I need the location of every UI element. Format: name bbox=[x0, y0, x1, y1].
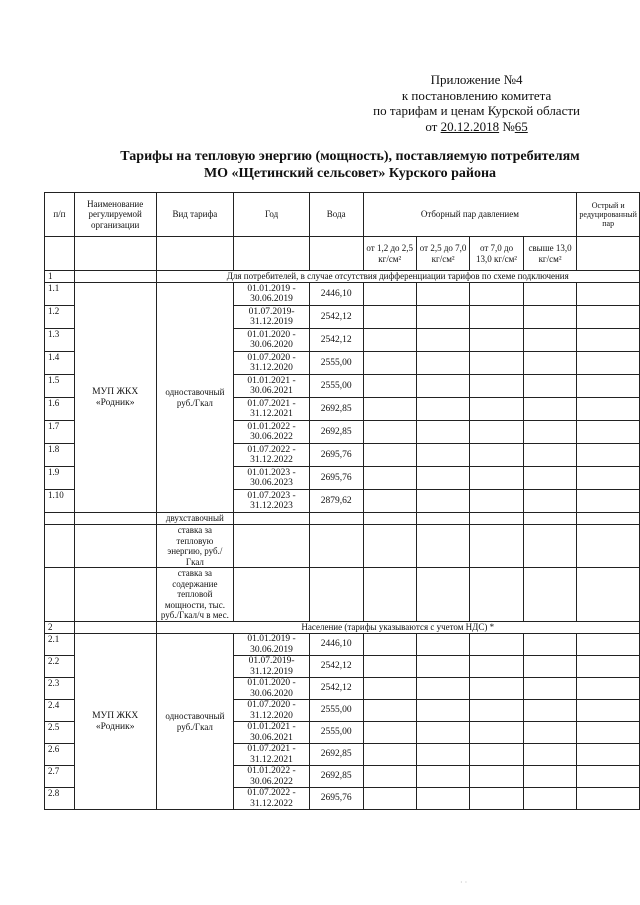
empty-cell bbox=[234, 513, 310, 525]
blank-cell bbox=[74, 622, 156, 634]
tariff-type: одноставочный руб./Гкал bbox=[156, 634, 234, 810]
row-number: 2.7 bbox=[45, 766, 75, 788]
empty-cell bbox=[470, 525, 523, 568]
table-row bbox=[45, 634, 640, 656]
tariff-table bbox=[44, 192, 640, 810]
empty-cell bbox=[577, 375, 640, 398]
empty-cell bbox=[577, 700, 640, 722]
empty-cell bbox=[577, 467, 640, 490]
period: 01.07.2021 - 31.12.2021 bbox=[234, 398, 310, 421]
subheader-over-13-0: свыше 13,0 кг/см² bbox=[523, 237, 577, 271]
empty-cell bbox=[577, 421, 640, 444]
water-value: 2542,12 bbox=[309, 678, 363, 700]
row-number: 1.4 bbox=[45, 352, 75, 375]
empty-cell bbox=[416, 744, 469, 766]
title-line-1: Тарифы на тепловую энергию (мощность), поставляемую потребителям bbox=[120, 149, 580, 164]
water-value: 2555,00 bbox=[309, 700, 363, 722]
row-number: 2.8 bbox=[45, 788, 75, 810]
empty-cell bbox=[577, 490, 640, 513]
blank-cell bbox=[45, 513, 75, 525]
section-number: 1 bbox=[45, 271, 75, 283]
empty-cell bbox=[470, 678, 523, 700]
empty-cell bbox=[577, 634, 640, 656]
row-number: 1.3 bbox=[45, 329, 75, 352]
two-rate-row bbox=[45, 568, 640, 622]
empty-cell bbox=[309, 513, 363, 525]
period: 01.01.2020 - 30.06.2020 bbox=[234, 678, 310, 700]
col-header-pp: п/п bbox=[45, 193, 75, 237]
period: 01.01.2022 - 30.06.2022 bbox=[234, 766, 310, 788]
empty-cell bbox=[363, 398, 416, 421]
organization-name: МУП ЖКХ «Родник» bbox=[74, 283, 156, 513]
empty-cell bbox=[523, 788, 577, 810]
empty-cell bbox=[309, 525, 363, 568]
empty-cell bbox=[416, 398, 469, 421]
empty-cell bbox=[363, 788, 416, 810]
empty-cell bbox=[470, 421, 523, 444]
empty-cell bbox=[577, 329, 640, 352]
empty-cell bbox=[577, 352, 640, 375]
empty-cell bbox=[416, 656, 469, 678]
subheader-1-2-2-5: от 1,2 до 2,5 кг/см² bbox=[363, 237, 416, 271]
empty-cell bbox=[416, 568, 469, 622]
empty-cell bbox=[577, 678, 640, 700]
header-date-line bbox=[373, 119, 580, 135]
empty-cell bbox=[416, 467, 469, 490]
document-title bbox=[100, 148, 600, 182]
empty-cell bbox=[577, 788, 640, 810]
empty-cell bbox=[470, 352, 523, 375]
empty-cell bbox=[470, 722, 523, 744]
header-appendix: Приложение №4 bbox=[430, 72, 523, 87]
empty-cell bbox=[363, 375, 416, 398]
empty-cell bbox=[523, 744, 577, 766]
empty-cell bbox=[470, 283, 523, 306]
empty-cell bbox=[523, 634, 577, 656]
empty-cell bbox=[470, 568, 523, 622]
water-value: 2692,85 bbox=[309, 744, 363, 766]
row-number: 1.1 bbox=[45, 283, 75, 306]
empty-cell bbox=[363, 352, 416, 375]
scan-mark: · · bbox=[460, 878, 468, 887]
subheader-2-5-7-0: от 2,5 до 7,0 кг/см² bbox=[416, 237, 469, 271]
empty-cell bbox=[416, 444, 469, 467]
row-number: 1.10 bbox=[45, 490, 75, 513]
empty-cell bbox=[523, 656, 577, 678]
water-value: 2446,10 bbox=[309, 634, 363, 656]
blank-cell bbox=[309, 237, 363, 271]
empty-cell bbox=[577, 525, 640, 568]
empty-cell bbox=[416, 375, 469, 398]
blank-cell bbox=[45, 237, 75, 271]
empty-cell bbox=[577, 744, 640, 766]
period: 01.01.2021 - 30.06.2021 bbox=[234, 722, 310, 744]
section-label: Население (тарифы указываются с учетом НДС) * bbox=[156, 622, 640, 634]
period: 01.07.2022 - 31.12.2022 bbox=[234, 444, 310, 467]
empty-cell bbox=[363, 421, 416, 444]
period: 01.01.2019 - 30.06.2019 bbox=[234, 634, 310, 656]
row-number: 1.9 bbox=[45, 467, 75, 490]
empty-cell bbox=[470, 513, 523, 525]
empty-cell bbox=[363, 766, 416, 788]
period: 01.07.2023 - 31.12.2023 bbox=[234, 490, 310, 513]
water-value: 2542,12 bbox=[309, 329, 363, 352]
empty-cell bbox=[523, 568, 577, 622]
water-value: 2692,85 bbox=[309, 766, 363, 788]
col-header-year: Год bbox=[234, 193, 310, 237]
header-date: 20.12.2018 bbox=[440, 118, 500, 134]
col-header-steam: Отборный пар давлением bbox=[363, 193, 577, 237]
header-number-sign: № bbox=[499, 118, 515, 134]
section-label: Для потребителей, в случае отсутствия дифференциации тарифов по схеме подключения bbox=[156, 271, 640, 283]
row-number: 1.5 bbox=[45, 375, 75, 398]
blank-cell bbox=[74, 525, 156, 568]
empty-cell bbox=[416, 283, 469, 306]
period: 01.07.2020 - 31.12.2020 bbox=[234, 352, 310, 375]
empty-cell bbox=[470, 490, 523, 513]
subheader-row bbox=[45, 237, 640, 271]
blank-cell bbox=[74, 271, 156, 283]
empty-cell bbox=[523, 513, 577, 525]
water-value: 2692,85 bbox=[309, 398, 363, 421]
empty-cell bbox=[416, 700, 469, 722]
row-number: 1.8 bbox=[45, 444, 75, 467]
title-line-2: МО «Щетинский сельсовет» Курского района bbox=[203, 166, 497, 181]
col-header-type: Вид тарифа bbox=[156, 193, 234, 237]
header-row bbox=[45, 193, 640, 237]
water-value: 2695,76 bbox=[309, 444, 363, 467]
empty-cell bbox=[363, 329, 416, 352]
row-number: 1.2 bbox=[45, 306, 75, 329]
two-rate-label: ставка за содержание тепловой мощности, тыс. руб./Гкал/ч в мес. bbox=[156, 568, 234, 622]
period: 01.01.2022 - 30.06.2022 bbox=[234, 421, 310, 444]
empty-cell bbox=[577, 444, 640, 467]
empty-cell bbox=[577, 398, 640, 421]
period: 01.01.2020 - 30.06.2020 bbox=[234, 329, 310, 352]
period: 01.07.2019- 31.12.2019 bbox=[234, 656, 310, 678]
empty-cell bbox=[470, 467, 523, 490]
empty-cell bbox=[577, 283, 640, 306]
empty-cell bbox=[363, 513, 416, 525]
empty-cell bbox=[234, 525, 310, 568]
two-rate-label: ставка за тепловую энергию, руб./Гкал bbox=[156, 525, 234, 568]
empty-cell bbox=[416, 352, 469, 375]
row-number: 1.7 bbox=[45, 421, 75, 444]
empty-cell bbox=[416, 490, 469, 513]
water-value: 2542,12 bbox=[309, 306, 363, 329]
row-number: 2.4 bbox=[45, 700, 75, 722]
empty-cell bbox=[416, 766, 469, 788]
blank-cell bbox=[74, 568, 156, 622]
water-value: 2695,76 bbox=[309, 467, 363, 490]
empty-cell bbox=[470, 329, 523, 352]
section-row bbox=[45, 271, 640, 283]
empty-cell bbox=[577, 766, 640, 788]
empty-cell bbox=[363, 568, 416, 622]
col-header-water: Вода bbox=[309, 193, 363, 237]
header-number: 65 bbox=[514, 118, 528, 134]
two-rate-label: двухставочный bbox=[156, 513, 234, 525]
period: 01.01.2019 - 30.06.2019 bbox=[234, 283, 310, 306]
water-value: 2692,85 bbox=[309, 421, 363, 444]
empty-cell bbox=[363, 444, 416, 467]
empty-cell bbox=[523, 525, 577, 568]
empty-cell bbox=[363, 306, 416, 329]
empty-cell bbox=[523, 766, 577, 788]
empty-cell bbox=[523, 283, 577, 306]
header-date-prefix: от bbox=[425, 118, 441, 134]
empty-cell bbox=[416, 788, 469, 810]
empty-cell bbox=[523, 490, 577, 513]
water-value: 2542,12 bbox=[309, 656, 363, 678]
empty-cell bbox=[523, 678, 577, 700]
blank-cell bbox=[45, 525, 75, 568]
col-header-sharp-steam: Острый и редуцированный пар bbox=[577, 193, 640, 237]
blank-cell bbox=[234, 237, 310, 271]
header-resolution: к постановлению комитета bbox=[401, 87, 552, 103]
section-row bbox=[45, 622, 640, 634]
water-value: 2555,00 bbox=[309, 352, 363, 375]
empty-cell bbox=[523, 467, 577, 490]
empty-cell bbox=[309, 568, 363, 622]
empty-cell bbox=[363, 634, 416, 656]
period: 01.01.2021 - 30.06.2021 bbox=[234, 375, 310, 398]
period: 01.07.2021 - 31.12.2021 bbox=[234, 744, 310, 766]
empty-cell bbox=[363, 744, 416, 766]
document-header bbox=[373, 72, 580, 134]
period: 01.07.2022 - 31.12.2022 bbox=[234, 788, 310, 810]
empty-cell bbox=[577, 722, 640, 744]
blank-cell bbox=[156, 237, 234, 271]
empty-cell bbox=[363, 490, 416, 513]
period: 01.07.2019- 31.12.2019 bbox=[234, 306, 310, 329]
row-number: 1.6 bbox=[45, 398, 75, 421]
water-value: 2695,76 bbox=[309, 788, 363, 810]
row-number: 2.6 bbox=[45, 744, 75, 766]
empty-cell bbox=[470, 656, 523, 678]
water-value: 2879,62 bbox=[309, 490, 363, 513]
empty-cell bbox=[363, 678, 416, 700]
empty-cell bbox=[416, 678, 469, 700]
row-number: 2.1 bbox=[45, 634, 75, 656]
empty-cell bbox=[577, 513, 640, 525]
subheader-7-0-13-0: от 7,0 до 13,0 кг/см² bbox=[470, 237, 523, 271]
row-number: 2.2 bbox=[45, 656, 75, 678]
water-value: 2555,00 bbox=[309, 375, 363, 398]
row-number: 2.3 bbox=[45, 678, 75, 700]
empty-cell bbox=[416, 329, 469, 352]
empty-cell bbox=[363, 700, 416, 722]
empty-cell bbox=[523, 306, 577, 329]
empty-cell bbox=[577, 306, 640, 329]
empty-cell bbox=[234, 568, 310, 622]
empty-cell bbox=[363, 722, 416, 744]
empty-cell bbox=[416, 525, 469, 568]
organization-name: МУП ЖКХ «Родник» bbox=[74, 634, 156, 810]
header-committee: по тарифам и ценам Курской области bbox=[373, 103, 580, 118]
empty-cell bbox=[363, 283, 416, 306]
empty-cell bbox=[470, 788, 523, 810]
water-value: 2555,00 bbox=[309, 722, 363, 744]
empty-cell bbox=[470, 444, 523, 467]
period: 01.07.2020 - 31.12.2020 bbox=[234, 700, 310, 722]
empty-cell bbox=[577, 568, 640, 622]
empty-cell bbox=[470, 766, 523, 788]
empty-cell bbox=[470, 700, 523, 722]
col-header-org: Наименование регулируемой организации bbox=[74, 193, 156, 237]
blank-cell bbox=[74, 513, 156, 525]
blank-cell bbox=[45, 568, 75, 622]
two-rate-row bbox=[45, 525, 640, 568]
two-rate-row bbox=[45, 513, 640, 525]
empty-cell bbox=[523, 375, 577, 398]
table-row bbox=[45, 283, 640, 306]
empty-cell bbox=[523, 421, 577, 444]
empty-cell bbox=[416, 634, 469, 656]
empty-cell bbox=[470, 375, 523, 398]
empty-cell bbox=[363, 656, 416, 678]
empty-cell bbox=[470, 634, 523, 656]
empty-cell bbox=[523, 352, 577, 375]
tariff-type: одноставочный руб./Гкал bbox=[156, 283, 234, 513]
empty-cell bbox=[523, 329, 577, 352]
row-number: 2.5 bbox=[45, 722, 75, 744]
empty-cell bbox=[416, 421, 469, 444]
blank-cell bbox=[74, 237, 156, 271]
empty-cell bbox=[523, 722, 577, 744]
empty-cell bbox=[523, 444, 577, 467]
empty-cell bbox=[470, 398, 523, 421]
empty-cell bbox=[363, 525, 416, 568]
empty-cell bbox=[523, 700, 577, 722]
period: 01.01.2023 - 30.06.2023 bbox=[234, 467, 310, 490]
empty-cell bbox=[470, 306, 523, 329]
empty-cell bbox=[416, 722, 469, 744]
empty-cell bbox=[416, 513, 469, 525]
empty-cell bbox=[363, 467, 416, 490]
empty-cell bbox=[470, 744, 523, 766]
water-value: 2446,10 bbox=[309, 283, 363, 306]
section-number: 2 bbox=[45, 622, 75, 634]
blank-cell bbox=[577, 237, 640, 271]
empty-cell bbox=[523, 398, 577, 421]
empty-cell bbox=[416, 306, 469, 329]
empty-cell bbox=[577, 656, 640, 678]
